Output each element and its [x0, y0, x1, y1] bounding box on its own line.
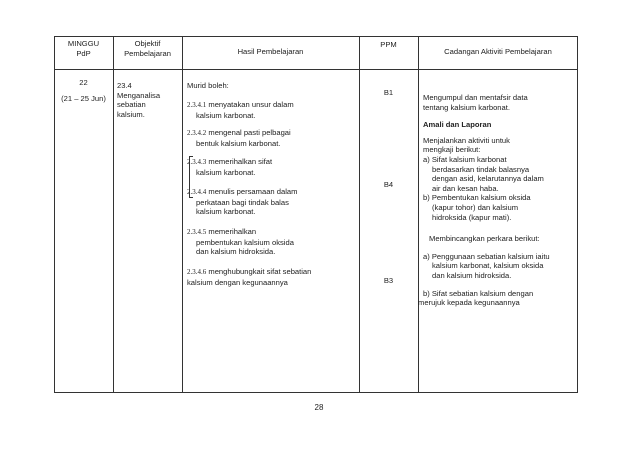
outcome-4 [187, 187, 357, 217]
activity-text: Menjalankan aktiviti untuk [423, 135, 510, 145]
outcome-text: kalsium karbonat. [196, 167, 256, 177]
header-ppm: PPM [380, 40, 397, 49]
header-objektif-label: Objektif [134, 39, 161, 48]
lesson-plan-table [54, 36, 578, 393]
outcome-3 [187, 157, 357, 177]
objective-code: 23.4 [117, 81, 132, 90]
header-pdp-label: PdP [76, 49, 91, 58]
outcome-code: 2.3.4.1 [187, 101, 207, 109]
outcome-1 [187, 100, 357, 120]
amali-title: Amali dan Laporan [423, 120, 492, 130]
outcomes-intro: Murid boleh: [187, 81, 229, 90]
outcome-text: memerihalkan sifat [208, 157, 273, 166]
activities-cell [418, 93, 575, 308]
objective-line: sebatian [117, 100, 146, 110]
activity-text: Mengumpul dan mentafsir data [423, 93, 528, 102]
outcome-text: bentuk kalsium karbonat. [196, 138, 281, 148]
discuss-item: dan kalsium hidroksida. [432, 270, 512, 280]
header-objektif [113, 39, 182, 59]
week-cell [54, 78, 113, 103]
week-number: 22 [79, 78, 88, 87]
activity-text: mengkaji berikut: [423, 145, 481, 155]
outcome-code: 2.3.4.2 [187, 129, 207, 137]
outcome-text: menulis persamaan dalam [208, 187, 298, 196]
ppm-b3: B3 [383, 276, 394, 285]
objective-cell [117, 81, 181, 119]
outcomes-cell [187, 81, 357, 91]
outcome-text: kalsium karbonat. [196, 110, 256, 120]
outcome-text: dan kalsium hidroksida. [196, 247, 276, 257]
activity-text: tentang kalsium karbonat. [423, 102, 510, 112]
outcome-text: mengenal pasti pelbagai [208, 128, 291, 137]
header-cadangan: Cadangan Aktiviti Pembelajaran [444, 47, 552, 56]
discuss-title: Membincangkan perkara berikut: [429, 234, 540, 244]
outcome-text: kalsium dengan kegunaannya [187, 277, 288, 287]
outcome-text: pembentukan kalsium oksida [196, 237, 294, 247]
discuss-item: kalsium karbonat, kalsium oksida [432, 261, 544, 271]
objective-line: Menganalisa [117, 90, 161, 100]
outcome-code: 2.3.4.5 [187, 228, 207, 236]
header-minggu-label: MINGGU [67, 39, 100, 48]
outcome-code: 2.3.4.3 [187, 158, 207, 166]
outcome-5 [187, 227, 357, 257]
discuss-item: a) Penggunaan sebatian kalsium iaitu [423, 251, 550, 261]
activity-item: a) Sifat kalsium karbonat [423, 154, 507, 164]
discuss-item: merujuk kepada kegunaannya [418, 298, 520, 308]
outcome-text: menghubungkait sifat sebatian [208, 267, 312, 276]
activity-item: berdasarkan tindak balasnya [432, 164, 530, 174]
objective-line: kalsium. [117, 109, 145, 119]
activity-item: dengan asid, kelarutannya dalam [432, 174, 544, 184]
outcome-2 [187, 128, 357, 148]
activity-item: (kapur tohor) dan kalsium [432, 202, 519, 212]
bracket-mark [189, 156, 193, 198]
page-number: 28 [314, 403, 324, 412]
header-hasil: Hasil Pembelajaran [237, 47, 304, 56]
outcome-text: menyatakan unsur dalam [208, 100, 294, 109]
header-pembelajaran-label: Pembelajaran [124, 49, 171, 58]
header-minggu [54, 39, 113, 59]
ppm-b1: B1 [383, 88, 394, 97]
ppm-b4: B4 [383, 180, 394, 189]
outcome-text: memerihalkan [208, 227, 257, 236]
activity-item: air dan kesan haba. [432, 183, 499, 193]
outcome-6 [187, 267, 357, 287]
week-dates: (21 – 25 Jun) [61, 93, 106, 103]
outcome-code: 2.3.4.6 [187, 268, 207, 276]
discuss-item: b) Sifat sebatian kalsium dengan [423, 288, 534, 298]
activity-item: hidroksida (kapur mati). [432, 212, 512, 222]
activity-item: b) Pembentukan kalsium oksida [423, 193, 531, 203]
outcome-text: kalsium karbonat. [196, 207, 256, 217]
outcome-text: perkataan bagi tindak balas [196, 197, 289, 207]
outcome-code: 2.3.4.4 [187, 188, 207, 196]
